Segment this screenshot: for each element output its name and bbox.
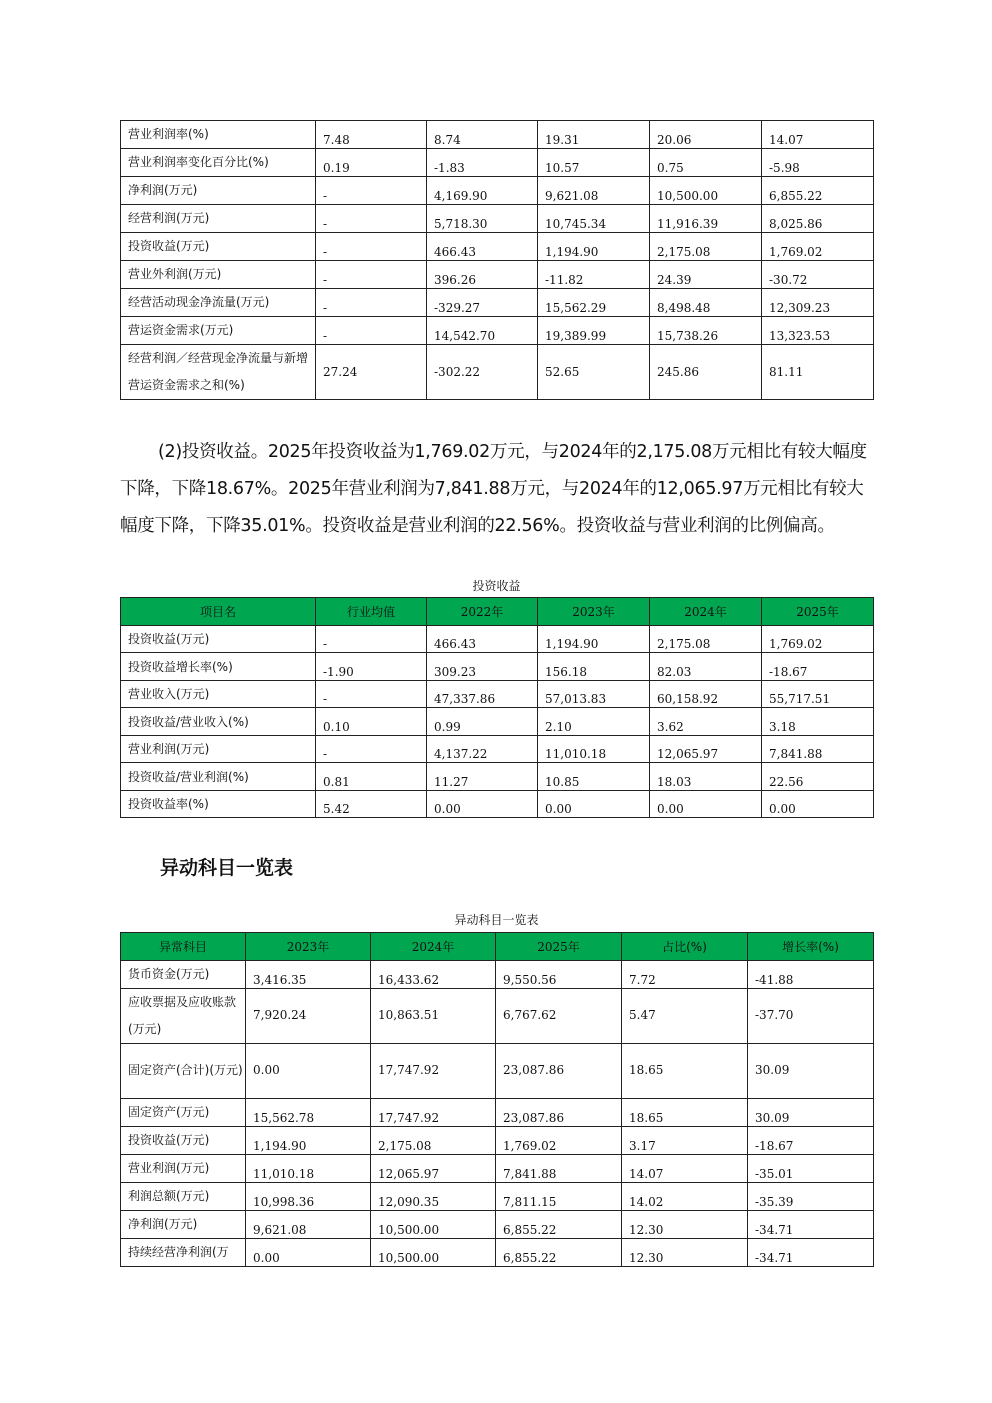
cell: 4,169.90: [427, 177, 538, 205]
cell: 20.06: [650, 121, 762, 149]
column-header: 2025年: [496, 933, 622, 961]
cell: -: [316, 735, 427, 763]
table-row: [121, 1098, 874, 1126]
cell: 7,841.88: [496, 1154, 622, 1182]
cell: -35.01: [748, 1154, 874, 1182]
cell: -: [316, 261, 427, 289]
cell: 1,769.02: [762, 625, 874, 653]
cell: 57,013.83: [538, 680, 650, 708]
cell: 12.30: [622, 1210, 748, 1238]
cell: 23,087.86: [496, 1098, 622, 1126]
cell: -: [316, 680, 427, 708]
row-label: 固定资产(合计)(万元): [121, 1043, 246, 1098]
cell: 12.30: [622, 1238, 748, 1266]
column-header: 2023年: [538, 598, 650, 626]
row-label: 经营利润／经营现金净流量与新增营运资金需求之和(%): [121, 345, 316, 400]
cell: 0.99: [427, 708, 538, 736]
investment-income-table: [120, 597, 874, 818]
table-row: [121, 1182, 874, 1210]
cell: 8,025.86: [762, 205, 874, 233]
cell: 2,175.08: [371, 1126, 496, 1154]
row-label: 投资收益增长率(%): [121, 653, 316, 681]
cell: 14.07: [762, 121, 874, 149]
cell: -11.82: [538, 261, 650, 289]
cell: 10.57: [538, 149, 650, 177]
abnormal-items-table: [120, 932, 874, 1267]
cell: 0.81: [316, 763, 427, 791]
abnormal-items-body: [121, 960, 874, 1266]
cell: 156.18: [538, 653, 650, 681]
cell: 12,065.97: [371, 1154, 496, 1182]
cell: -18.67: [762, 653, 874, 681]
cell: 0.19: [316, 149, 427, 177]
cell: 7,841.88: [762, 735, 874, 763]
cell: -: [316, 177, 427, 205]
cell: -35.39: [748, 1182, 874, 1210]
table-row: [121, 1043, 874, 1098]
cell: 11.27: [427, 763, 538, 791]
cell: -18.67: [748, 1126, 874, 1154]
cell: 1,769.02: [762, 233, 874, 261]
row-label: 投资收益率(%): [121, 790, 316, 818]
row-label: 货币资金(万元): [121, 960, 246, 988]
cell: 18.65: [622, 1043, 748, 1098]
column-header: 异常科目: [121, 933, 246, 961]
table-row: [121, 763, 874, 791]
cell: 1,194.90: [538, 625, 650, 653]
cell: 0.00: [427, 790, 538, 818]
cell: 7,920.24: [246, 988, 371, 1043]
cell: 15,738.26: [650, 317, 762, 345]
column-header: 项目名: [121, 598, 316, 626]
cell: 30.09: [748, 1098, 874, 1126]
table-row: [121, 261, 874, 289]
cell: 52.65: [538, 345, 650, 400]
column-header: 2025年: [762, 598, 874, 626]
cell: 3.17: [622, 1126, 748, 1154]
table-row: [121, 960, 874, 988]
table-row: [121, 317, 874, 345]
table-row: [121, 1126, 874, 1154]
cell: 18.03: [650, 763, 762, 791]
table-row: [121, 205, 874, 233]
cell: 0.00: [538, 790, 650, 818]
table-row: [121, 345, 874, 400]
cell: -34.71: [748, 1210, 874, 1238]
cell: -: [316, 317, 427, 345]
table-row: [121, 1154, 874, 1182]
cell: 1,769.02: [496, 1126, 622, 1154]
row-label: 应收票据及应收账款(万元): [121, 988, 246, 1043]
table-row: [121, 680, 874, 708]
column-header: 2023年: [246, 933, 371, 961]
table-row: [121, 708, 874, 736]
cell: 5.42: [316, 790, 427, 818]
cell: -1.90: [316, 653, 427, 681]
table-row: [121, 625, 874, 653]
cell: 23,087.86: [496, 1043, 622, 1098]
table-row: [121, 289, 874, 317]
table-row: [121, 233, 874, 261]
cell: 5,718.30: [427, 205, 538, 233]
cell: 17,747.92: [371, 1098, 496, 1126]
row-label: 营业利润(万元): [121, 1154, 246, 1182]
column-header: 行业均值: [316, 598, 427, 626]
cell: 10.85: [538, 763, 650, 791]
cell: 14.02: [622, 1182, 748, 1210]
cell: 13,323.53: [762, 317, 874, 345]
cell: 15,562.29: [538, 289, 650, 317]
cell: -34.71: [748, 1238, 874, 1266]
cell: 12,090.35: [371, 1182, 496, 1210]
cell: 30.09: [748, 1043, 874, 1098]
row-label: 营业收入(万元): [121, 680, 316, 708]
cell: 0.00: [246, 1043, 371, 1098]
cell: 8,498.48: [650, 289, 762, 317]
cell: 466.43: [427, 233, 538, 261]
cell: 12,065.97: [650, 735, 762, 763]
row-label: 持续经营净利润(万: [121, 1238, 246, 1266]
cell: 14.07: [622, 1154, 748, 1182]
cell: 14,542.70: [427, 317, 538, 345]
row-label: 经营活动现金净流量(万元): [121, 289, 316, 317]
section-heading: 异动科目一览表: [160, 857, 294, 879]
row-label: 投资收益(万元): [121, 1126, 246, 1154]
table-caption: 投资收益: [472, 579, 521, 593]
cell: 11,010.18: [246, 1154, 371, 1182]
table-row: [121, 988, 874, 1043]
cell: 11,916.39: [650, 205, 762, 233]
table-row: [121, 1238, 874, 1266]
cell: 60,158.92: [650, 680, 762, 708]
investment-income-body: [121, 625, 874, 818]
cell: 466.43: [427, 625, 538, 653]
row-label: 净利润(万元): [121, 177, 316, 205]
cell: 4,137.22: [427, 735, 538, 763]
row-label: 投资收益(万元): [121, 625, 316, 653]
cell: 3.18: [762, 708, 874, 736]
cell: 6,855.22: [762, 177, 874, 205]
cell: 10,500.00: [650, 177, 762, 205]
cell: 19.31: [538, 121, 650, 149]
table-row: [121, 735, 874, 763]
row-label: 营业利润率变化百分比(%): [121, 149, 316, 177]
cell: 12,309.23: [762, 289, 874, 317]
cell: 10,863.51: [371, 988, 496, 1043]
cell: 3,416.35: [246, 960, 371, 988]
row-label: 营业外利润(万元): [121, 261, 316, 289]
profit-metrics-body: [121, 121, 874, 400]
cell: -329.27: [427, 289, 538, 317]
cell: 0.00: [762, 790, 874, 818]
cell: 47,337.86: [427, 680, 538, 708]
cell: 16,433.62: [371, 960, 496, 988]
table-header: [121, 933, 874, 961]
table-row: [121, 1210, 874, 1238]
row-label: 投资收益/营业利润(%): [121, 763, 316, 791]
cell: -: [316, 233, 427, 261]
row-label: 投资收益(万元): [121, 233, 316, 261]
cell: 2,175.08: [650, 233, 762, 261]
table-header: [121, 598, 874, 626]
cell: -41.88: [748, 960, 874, 988]
cell: -: [316, 205, 427, 233]
cell: 9,550.56: [496, 960, 622, 988]
cell: 309.23: [427, 653, 538, 681]
cell: 7.72: [622, 960, 748, 988]
table-row: [121, 653, 874, 681]
cell: -1.83: [427, 149, 538, 177]
cell: -5.98: [762, 149, 874, 177]
profit-metrics-table: [120, 120, 874, 400]
cell: 55,717.51: [762, 680, 874, 708]
table-row: [121, 121, 874, 149]
cell: 1,194.90: [246, 1126, 371, 1154]
cell: 10,500.00: [371, 1210, 496, 1238]
cell: 0.75: [650, 149, 762, 177]
cell: 9,621.08: [538, 177, 650, 205]
cell: 17,747.92: [371, 1043, 496, 1098]
cell: 8.74: [427, 121, 538, 149]
cell: 7.48: [316, 121, 427, 149]
cell: 10,998.36: [246, 1182, 371, 1210]
cell: 5.47: [622, 988, 748, 1043]
table-caption: 异动科目一览表: [454, 913, 539, 927]
cell: -: [316, 289, 427, 317]
cell: 27.24: [316, 345, 427, 400]
table-row: [121, 177, 874, 205]
row-label: 固定资产(万元): [121, 1098, 246, 1126]
cell: -37.70: [748, 988, 874, 1043]
cell: -302.22: [427, 345, 538, 400]
cell: 6,855.22: [496, 1210, 622, 1238]
cell: 81.11: [762, 345, 874, 400]
cell: 82.03: [650, 653, 762, 681]
cell: 2.10: [538, 708, 650, 736]
cell: 9,621.08: [246, 1210, 371, 1238]
column-header: 2024年: [650, 598, 762, 626]
cell: 22.56: [762, 763, 874, 791]
row-label: 净利润(万元): [121, 1210, 246, 1238]
cell: 2,175.08: [650, 625, 762, 653]
column-header: 2022年: [427, 598, 538, 626]
cell: 7,811.15: [496, 1182, 622, 1210]
cell: 396.26: [427, 261, 538, 289]
row-label: 利润总额(万元): [121, 1182, 246, 1210]
cell: 1,194.90: [538, 233, 650, 261]
cell: 0.00: [650, 790, 762, 818]
row-label: 营业利润率(%): [121, 121, 316, 149]
row-label: 经营利润(万元): [121, 205, 316, 233]
cell: 6,767.62: [496, 988, 622, 1043]
cell: 10,745.34: [538, 205, 650, 233]
row-label: 营业利润(万元): [121, 735, 316, 763]
cell: 3.62: [650, 708, 762, 736]
cell: 18.65: [622, 1098, 748, 1126]
cell: 6,855.22: [496, 1238, 622, 1266]
column-header: 2024年: [371, 933, 496, 961]
row-label: 投资收益/营业收入(%): [121, 708, 316, 736]
cell: 245.86: [650, 345, 762, 400]
table-row: [121, 790, 874, 818]
cell: 0.10: [316, 708, 427, 736]
analysis-paragraph: (2)投资收益。2025年投资收益为1,769.02万元，与2024年的2,175.08万元相比有较大幅度下降，下降18.67%。2025年营业利润为7,841.88万元，与2024年的12,065.97万元相比有较大幅度下降，下降35.01%。投资收益是营业利润的22.56%。投资收益与营业利润的比例偏高。: [120, 442, 867, 536]
cell: -: [316, 625, 427, 653]
cell: 10,500.00: [371, 1238, 496, 1266]
cell: 11,010.18: [538, 735, 650, 763]
cell: -30.72: [762, 261, 874, 289]
cell: 0.00: [246, 1238, 371, 1266]
cell: 24.39: [650, 261, 762, 289]
column-header: 占比(%): [622, 933, 748, 961]
column-header: 增长率(%): [748, 933, 874, 961]
cell: 15,562.78: [246, 1098, 371, 1126]
cell: 19,389.99: [538, 317, 650, 345]
table-row: [121, 149, 874, 177]
row-label: 营运资金需求(万元): [121, 317, 316, 345]
